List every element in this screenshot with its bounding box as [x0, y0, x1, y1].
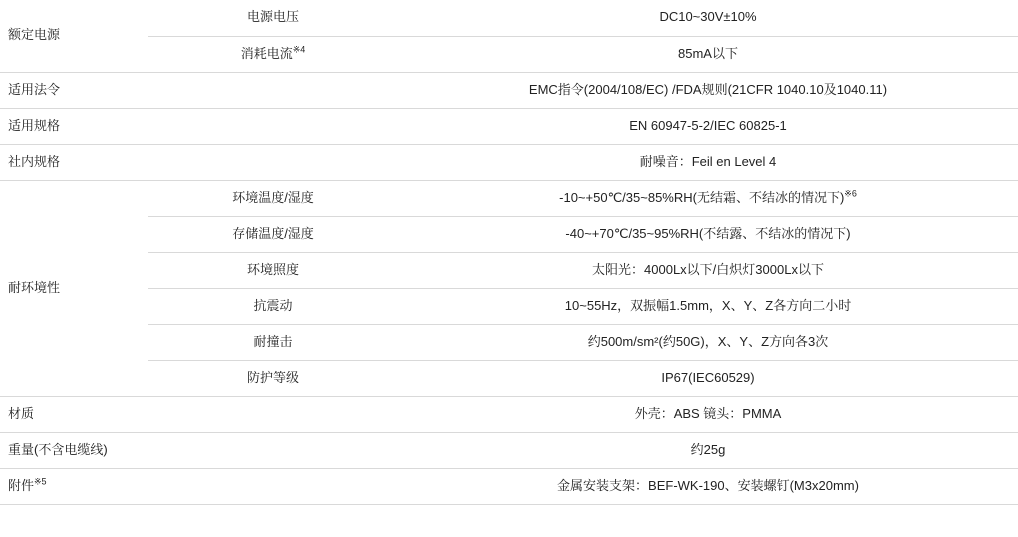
- row-category-environmental-resistance: [0, 180, 148, 396]
- row-value-ambient-illuminance: [398, 252, 1018, 288]
- row-sub-current-consumption: [148, 36, 398, 72]
- row-sub-ambient-illuminance: [148, 252, 398, 288]
- category-label: 重量(不含电缆线): [8, 441, 108, 457]
- row-value-current-consumption: [398, 36, 1018, 72]
- value-text: DC10~30V±10%: [659, 9, 757, 25]
- row-value-vibration-resistance: [398, 288, 1018, 324]
- category-label: 社内规格: [8, 153, 61, 169]
- value-text: 约25g: [690, 441, 726, 457]
- value-text: EMC指令(2004/108/EC) /FDA规则(21CFR 1040.10及1040.11): [528, 81, 888, 97]
- value-text: IP67(IEC60529): [661, 369, 755, 385]
- value-text: 耐噪音：Feil en Level 4: [639, 153, 777, 169]
- table-row: [0, 180, 1018, 216]
- row-category-material: [0, 396, 398, 432]
- row-value-weight: [398, 432, 1018, 468]
- table-row: [0, 72, 1018, 108]
- row-value-supply-voltage: [398, 0, 1018, 36]
- row-category-weight: [0, 432, 398, 468]
- category-label: 额定电源: [8, 27, 61, 43]
- table-row: [0, 216, 1018, 252]
- row-sub-ambient-temperature-humidity: [148, 180, 398, 216]
- table-row: [0, 396, 1018, 432]
- sub-label: 防护等级: [246, 369, 299, 385]
- row-category-rated-power: [0, 0, 148, 72]
- sub-label: 环境温度/湿度: [232, 189, 314, 205]
- table-row: [0, 432, 1018, 468]
- footnote-marker: ※6: [844, 188, 857, 199]
- row-sub-protection-rating: [148, 360, 398, 396]
- value-text: 约500m/sm²(约50G)，X、Y、Z方向各3次: [587, 333, 829, 349]
- row-value-applicable-regulations: [398, 72, 1018, 108]
- table-row: [0, 288, 1018, 324]
- sub-label: 存储温度/湿度: [232, 225, 314, 241]
- table-row: [0, 36, 1018, 72]
- row-sub-vibration-resistance: [148, 288, 398, 324]
- footnote-marker: ※5: [34, 476, 47, 487]
- value-text: 10~55Hz，双振幅1.5mm，X、Y、Z各方向二小时: [564, 297, 852, 313]
- value-text: -10~+50℃/35~85%RH(无结霜、不结冰的情况下): [559, 189, 845, 205]
- row-category-applicable-standards: [0, 108, 398, 144]
- row-value-protection-rating: [398, 360, 1018, 396]
- row-category-internal-standards: [0, 144, 398, 180]
- category-label: 附件: [8, 477, 35, 493]
- sub-label: 耐撞击: [253, 333, 293, 349]
- row-sub-storage-temperature-humidity: [148, 216, 398, 252]
- value-text: 外壳：ABS 镜头：PMMA: [634, 405, 782, 421]
- table-row: [0, 360, 1018, 396]
- value-text: 85mA以下: [678, 45, 738, 61]
- table-row: [0, 0, 1018, 36]
- row-value-applicable-standards: [398, 108, 1018, 144]
- row-value-material: [398, 396, 1018, 432]
- row-category-applicable-regulations: [0, 72, 398, 108]
- row-value-ambient-temperature-humidity: [398, 180, 1018, 216]
- table-row: [0, 252, 1018, 288]
- table-row: [0, 324, 1018, 360]
- sub-label: 抗震动: [253, 297, 293, 313]
- row-value-internal-standards: [398, 144, 1018, 180]
- value-text: 太阳光：4000Lx以下/白炽灯3000Lx以下: [592, 261, 824, 277]
- sub-label: 消耗电流: [240, 45, 293, 61]
- value-text: -40~+70℃/35~95%RH(不结露、不结冰的情况下): [565, 225, 851, 241]
- value-text: EN 60947-5-2/IEC 60825-1: [629, 117, 787, 133]
- category-label: 适用规格: [8, 117, 61, 133]
- footnote-marker: ※4: [292, 44, 306, 55]
- sub-label: 电源电压: [246, 9, 299, 25]
- category-label: 材质: [8, 405, 35, 421]
- row-value-storage-temperature-humidity: [398, 216, 1018, 252]
- table-row: [0, 468, 1018, 504]
- row-value-shock-resistance: [398, 324, 1018, 360]
- table-row: [0, 144, 1018, 180]
- table-row: [0, 108, 1018, 144]
- value-text: 金属安装支架：BEF-WK-190、安装螺钉(M3x20mm): [557, 477, 859, 493]
- row-value-accessories: [398, 468, 1018, 504]
- row-sub-supply-voltage: [148, 0, 398, 36]
- row-sub-shock-resistance: [148, 324, 398, 360]
- sub-label: 环境照度: [246, 261, 299, 277]
- category-label: 适用法令: [8, 81, 61, 97]
- category-label: 耐环境性: [8, 279, 61, 295]
- row-category-accessories: [0, 468, 398, 504]
